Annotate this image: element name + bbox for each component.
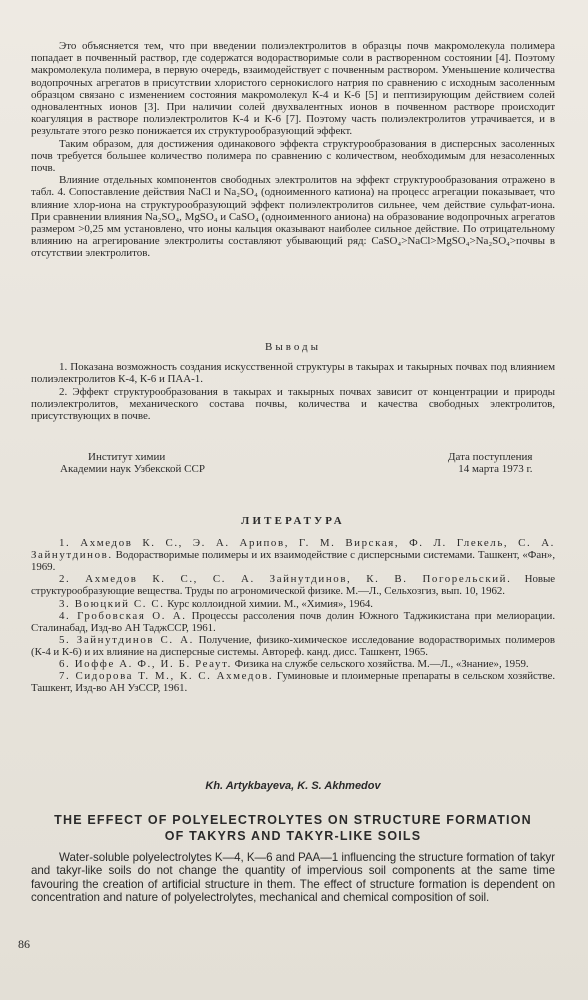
conclusion-item-1: 1. Показана возможность создания искусственной структуры в такырах и такырных почвах под влиянием полиэлектролитов К-4, К-6 и ПАА-1. [31,361,555,386]
institute-line-2: Академии наук Узбекской ССР [60,463,205,475]
english-authors: Kh. Artykbayeva, K. S. Akhmedov [205,780,381,792]
institute-line-1: Институт химии [88,451,166,463]
received-date [448,451,532,475]
conclusions-section [31,341,555,422]
reference-details: Курс коллоидной химии. М., «Химия», 1964. [164,597,373,610]
body-paragraph-1: Это объясняется тем, что при введении полиэлектролитов в образцы почв макромолекула полимера попадает в почвенный раствор, где содержатся водорастворимые соли в растворенном состоянии [4]. Поэтому макромолекула полимера, в первую очередь, взаимодействует с почвенным раствором. Уменьшение количества водопрочных агрегатов в присутствии хлористого сернокислого натрия по сравнению с исходным засоленным образцом связано с изменением состояния макромолекул К-4 и К-6 [5] и пептизирующим действием солей одновалентных ионов [3]. При наличии солей двухвалентных ионов в почвенном растворе происходит коагуляция в растворе полиэлектролитов К-4 и К-6 [7]. Поэтому часть полиэлектролитов утрачивается, и в результате этого резко понижается их структурообразующий эффект. [31,40,555,138]
references-heading: ЛИТЕРАТУРА [241,515,345,527]
reference-authors: 3. Воюцкий С. С. [59,597,165,610]
reference-authors: 5. Зайнутдинов С. А. [59,633,194,646]
reference-authors: 7. Сидорова Т. М., К. С. Ахмедов. [59,670,274,683]
reference-authors: 1. Ахмедов К. С., Э. А. Арипов, Г. М. Вирская, Ф. Л. Глекель, С. А. Зайнутдинов. [31,537,555,562]
reference-item [31,573,555,597]
reference-details: Гуминовые и плоимерные препараты в сельском хозяйстве. Ташкент, Изд-во АН УзССР, 1961. [31,670,556,695]
references-section [31,515,555,694]
reference-details: Процессы рассоления почв долин Южного Таджикистана при мелиорации. Сталинабад, Изд-во АН ТаджССР, 1961. [31,609,555,634]
english-title-line-2: OF TAKYRS AND TAKYR-LIKE SOILS [164,829,422,843]
conclusions-heading: Выводы [264,341,322,353]
institute-affiliation [60,451,205,475]
reference-item [31,610,555,634]
reference-details: Получение, физико-химическое исследование водорастворимых полимеров (К-4 и К-6) и их влияние на дисперсные системы. Автореф. канд. дисс. Ташкент, 1965. [31,633,556,658]
reference-item [31,670,555,694]
reference-authors: 4. Гробовская О. А. [59,609,187,622]
body-text [31,40,555,260]
reference-details: Водорастворимые полимеры и их взаимодействие с дисперсными системами. Ташкент, «Фан», 1969. [31,549,555,574]
reference-details: Физика на службе сельского хозяйства. М.—Л., «Знание», 1959. [231,658,529,671]
page-number: 86 [18,937,30,951]
reference-details: Новые структурообразующие вещества. Труды по агрономической физике. М.—Л., Сельхозгиз, вып. 10, 1962. [31,573,555,598]
received-line-1: Дата поступления [448,451,533,463]
references-list [31,537,555,694]
reference-item [31,634,555,658]
english-title-line-1: THE EFFECT OF POLYELECTROLYTES ON STRUCTURE FORMATION [54,813,532,827]
english-summary [31,780,555,905]
reference-authors: 6. Иоффе А. Ф., И. Б. Реаут. [59,658,232,671]
conclusion-item-2: 2. Эффект структурообразования в такырах и такырных почвах зависит от концентрации и природы полиэлектролитов, механического состава почвы, количества и качества свободных электролитов, присутствующих в почве. [31,385,555,423]
reference-item [31,658,555,670]
reference-authors: 2. Ахмедов К. С., С. А. Зайнутдинов, К. В. Погорельский. [59,573,512,586]
reference-item [31,537,555,573]
body-paragraph-2: Таким образом, для достижения одинакового эффекта структурообразования в дисперсных засоленных почв требуется большее количество полимера по сравнению с количеством, необходимым для незасоленных почв. [31,137,555,175]
english-abstract: Water-soluble polyelectrolytes K—4, K—6 and PAA—1 influencing the structure formation of takyr and takyr-like soils do not change the quantity of impervious soil components at the same time favouring the creation of artificial structure in them. The effect of structure formation is dependent on concentration and nature of polyelectrolytes, mechanical and chemical composition of soil. [31,851,555,905]
body-paragraph-3: Влияние отдельных компонентов свободных электролитов на эффект структурообразования отражено в табл. 4. Сопоставление действия NaCl и Na₂SO₄ (одноименного катиона) на процесс агрегации показывает, что влияние хлор-иона на структурообразующий эффект полиэлектролитов сильнее, чем действие сульфат-иона. При сравнении влияния Na₂SO₄, MgSO₄ и CaSO₄ (одноименного аниона) на образование водопрочных агрегатов размером >0,25 мм установлено, что ионы кальция оказывают наиболее сильное действие. По отрицательному влиянию на агрегирование электролиты составляют убывающий ряд: CaSO₄>NaCl>MgSO₄>Na₂SO₄>почвы в отсутствии электролитов. [31,174,555,260]
reference-item [31,598,555,610]
received-line-2: 14 марта 1973 г. [458,463,533,475]
